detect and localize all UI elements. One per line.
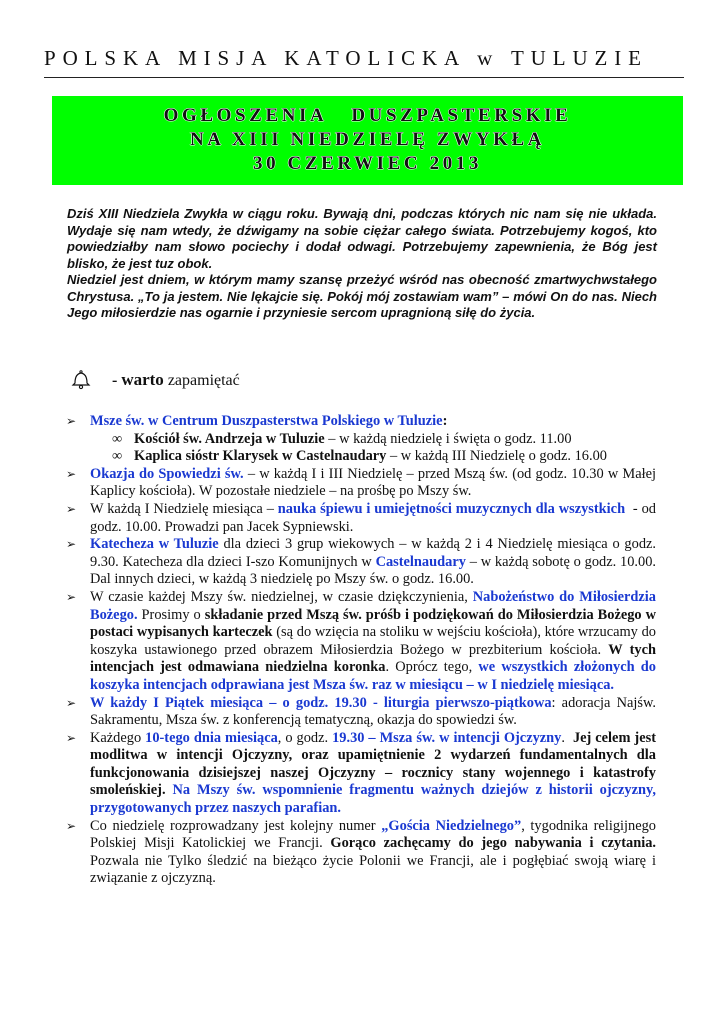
- remember-heading: [70, 368, 240, 395]
- intro-paragraph-1: Dziś XIII Niedziela Zwykła w ciągu roku. Bywają dni, podczas których nic nam się nie układa. Wydaje się nam wtedy, że dźwigamy na sobie ciężar całego świata. Potrzebujemy kogoś, kto powiedziałby nam słowo pociechy i dodał odwagi. Potrzebujemy zapewnienia, że Bóg jest blisko, że jest tuz obok.: [67, 206, 657, 271]
- list-item: [66, 536, 656, 589]
- item-mercy-text: Prosimy o: [137, 606, 205, 623]
- arrow-bullet-icon: ➢: [66, 537, 77, 552]
- item-gosc-encourage: Gorąco zachęcamy do jego nabywania i czytania.: [330, 835, 656, 852]
- item-confession-text: – w każdą I i III Niedzielę – przed Mszą św. (od godz. 10.30 w Małej Kaplicy kościoła). W pozostałe niedziele – na prośbę po Mszy św.: [90, 465, 656, 500]
- item-catechesis-text: dla dzieci 3 grup wiekowych – w każdą 2 i 4 Niedzielę miesiąca o godz. 9.30. Katecheza dla dzieci I-szo Komunijnych w: [90, 536, 657, 570]
- item-mercy-heading: Nabożeństwo do Miłosierdzia Bożego.: [90, 588, 656, 623]
- banner-line-2: NA XIII NIEDZIELĘ ZWYKŁĄ: [189, 129, 546, 150]
- item-mercy-rosary: W tych intencjach jest odmawiana niedzielna koronka: [90, 641, 656, 676]
- bell-icon: [70, 368, 98, 395]
- item-homeland-text: , o godz.: [277, 729, 333, 746]
- item-gosc-text-2: Pozwala nie Tylko śledzić na bieżąco życie Polonii we Francji, ale i pogłębiać swoją wiarę i związanie z ojczyzną.: [90, 852, 656, 887]
- item-first-friday-text: : adoracja Najśw. Sakramentu, Msza św. z konferencją tematyczną, okazja do spowiedzi św.: [90, 694, 656, 729]
- item-homeland-sep: .: [561, 729, 573, 746]
- item-colon: :: [442, 413, 448, 429]
- subitem-andrzej-time: – w każdą niedzielę i święta o godz. 11.00: [324, 430, 572, 447]
- intro-text: [67, 206, 657, 322]
- item-mercy-text-3: . Oprócz tego,: [385, 659, 479, 676]
- arrow-bullet-icon: ➢: [66, 695, 77, 710]
- item-confession-heading: Okazja do Spowiedzi św.: [90, 465, 244, 482]
- banner-line-3: 30 CZERWIEC 2013: [252, 153, 482, 174]
- list-item: [66, 589, 656, 695]
- arrow-bullet-icon: ➢: [66, 589, 77, 604]
- item-catechesis-heading: Katecheza w Tuluzie: [90, 536, 219, 553]
- item-homeland-day: 10-tego dnia miesiąca: [145, 729, 278, 746]
- item-music-heading: nauka śpiewu i umiejętności muzycznych dla wszystkich: [277, 500, 626, 517]
- arrow-bullet-icon: ➢: [66, 466, 77, 481]
- item-catechesis-text-2: – w każdą sobotę o godz. 10.00. Dal innych dzieci, w każdą 3 niedzielę po Mszy św. o godz. 16.00.: [90, 553, 656, 588]
- subitem-klarysek-chapel: Kaplica sióstr Klarysek w Castelnaudary: [134, 448, 387, 465]
- header-divider: [44, 77, 684, 78]
- mission-title: POLSKA MISJA KATOLICKA w TULUZIE: [44, 46, 648, 70]
- subitem-andrzej-church: Kościół św. Andrzeja w Tuluzie: [134, 430, 325, 447]
- item-mercy-text-2: (są do wzięcia na stoliku w wejściu kościoła), które wrzucamy do koszyka ustawionego przed obrazem Miłosierdzia Bożego w prezbiterium kościoła.: [90, 624, 656, 658]
- banner-line-1: OGŁOSZENIA DUSZPASTERSKIE: [163, 105, 572, 126]
- remember-rest: zapamiętać: [167, 372, 240, 390]
- list-item: [66, 500, 660, 536]
- item-homeland-lead: Każdego: [90, 729, 146, 746]
- arrow-bullet-icon: ➢: [66, 818, 77, 833]
- item-homeland-history: Na Mszy św. wspomnienie fragmentu ważnych dziejów z historii ojczyzny, przygotowanych przez naszych parafian.: [90, 782, 656, 817]
- item-catechesis-place: Castelnaudary: [375, 553, 466, 570]
- remember-word: warto: [121, 370, 164, 390]
- list-item: [66, 466, 656, 501]
- item-music-text: - od godz. 10.00. Prowadzi pan Jacek Sypniewski.: [90, 500, 660, 535]
- arrow-bullet-icon: ➢: [66, 501, 77, 516]
- item-gosc-title: „Gościa Niedzielnego”: [381, 817, 522, 834]
- list-item: [66, 413, 656, 431]
- item-music-lead: W każdą I Niedzielę miesiąca –: [90, 500, 278, 517]
- list-item: [66, 730, 656, 818]
- item-homeland-mass: 19.30 – Msza św. w intencji Ojczyzny: [332, 729, 562, 746]
- announcement-banner: [52, 96, 683, 185]
- list-subitem: [66, 448, 656, 466]
- arrow-bullet-icon: ➢: [66, 730, 77, 745]
- item-mercy-mass: we wszystkich złożonych do koszyka intencjach odprawiana jest Msza św. raz w miesiącu – w I niedzielę miesiąca.: [90, 659, 656, 693]
- list-item: [66, 818, 656, 888]
- item-first-friday-heading: W każdy I Piątek miesiąca – o godz. 19.30 - liturgia pierwszo-piątkowa: [90, 694, 552, 711]
- list-subitem: [66, 431, 656, 449]
- infinity-bullet-icon: ∞: [112, 430, 123, 447]
- list-item: [66, 695, 656, 730]
- announcement-list: [66, 413, 660, 888]
- arrow-bullet-icon: ➢: [66, 414, 77, 428]
- item-mercy-request: składanie przed Mszą św. próśb i podziękowań do Miłosierdzia Bożego w postaci wypisanych karteczek: [90, 606, 656, 641]
- item-masses-heading: Msze św. w Centrum Duszpasterstwa Polskiego w Tuluzie: [90, 413, 443, 429]
- item-gosc-lead: Co niedzielę rozprowadzany jest kolejny numer: [90, 817, 382, 834]
- item-gosc-text: , tygodnika religijnego Polskiej Misji Katolickiej we Francji.: [90, 817, 656, 852]
- remember-dash: -: [112, 372, 118, 390]
- intro-paragraph-2: Niedziel jest dniem, w którym mamy szansę przeżyć wśród nas obecność zmartwychwstałego Chrystusa. „To ja jestem. Nie lękajcie się. Pokój mój zostawiam wam” – mówi On do nas. Niech Jego miłosierdzie nas ogarnie i przyniesie sercom upragnioną siłę do życia.: [67, 272, 657, 320]
- infinity-bullet-icon: ∞: [112, 448, 123, 465]
- item-homeland-purpose: Jej celem jest modlitwa w intencji Ojczyzny, oraz upamiętnienie 2 wydarzeń fundamentalnych dla funkcjonowania dzisiejszej naszej Ojczyzny – rocznicy stany wojennego i katastrofy smoleńskiej.: [90, 729, 656, 799]
- item-mercy-lead: W czasie każdej Mszy św. niedzielnej, w czasie dziękczynienia,: [90, 588, 473, 605]
- subitem-klarysek-time: – w każdą III Niedzielę o godz. 16.00: [386, 448, 607, 465]
